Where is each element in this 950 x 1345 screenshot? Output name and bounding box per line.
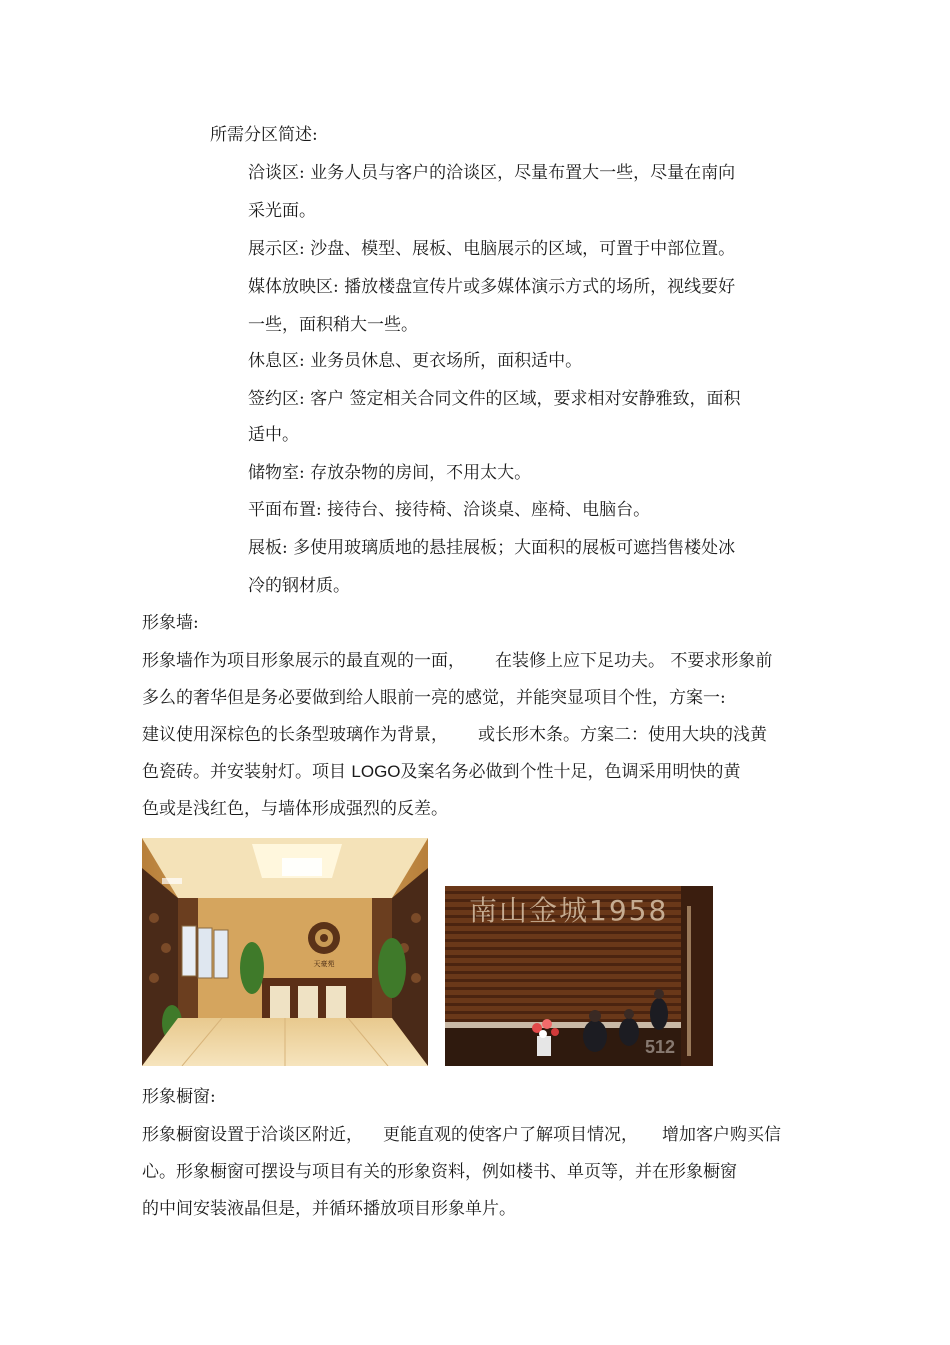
image-wall-para-line5: 色或是浅红色，与墙体形成强烈的反差。 xyxy=(142,799,448,819)
zone-display: 展示区: 沙盘、模型、展板、电脑展示的区域，可置于中部位置。 xyxy=(248,239,736,259)
wood-wall-photo xyxy=(445,886,713,1066)
watermark: 512 xyxy=(645,1037,676,1057)
zone-board-line1: 展板: 多使用玻璃质地的悬挂展板；大面积的展板可遮挡售楼处冰 xyxy=(248,538,736,558)
image-wall-para-line1: 形象墙作为项目形象展示的最直观的一面， 在装修上应下足功夫。 不要求形象前 xyxy=(142,651,773,671)
zone-media-line2: 一些，面积稍大一些。 xyxy=(248,315,418,335)
image-window-heading: 形象橱窗: xyxy=(142,1087,216,1107)
lobby-photo xyxy=(142,838,428,1066)
image-window-para-line3: 的中间安装液晶但是，并循环播放项目形象单片。 xyxy=(142,1199,516,1219)
zone-media-line1: 媒体放映区: 播放楼盘宣传片或多媒体演示方式的场所，视线要好 xyxy=(248,277,736,297)
image-window-para-line2: 心。形象橱窗可摆设与项目有关的形象资料，例如楼书、单页等，并在形象橱窗 xyxy=(142,1162,737,1182)
wood-wall-sign: 南山金城1958 xyxy=(469,894,669,927)
image-wall-para-line2: 多么的奢华但是务必要做到给人眼前一亮的感觉，并能突显项目个性，方案一: xyxy=(142,688,726,708)
zone-sign-line1: 签约区: 客户 签定相关合同文件的区域，要求相对安静雅致，面积 xyxy=(248,389,741,409)
zone-storage: 储物室: 存放杂物的房间，不用太大。 xyxy=(248,463,532,483)
zone-rest: 休息区: 业务员休息、更衣场所，面积适中。 xyxy=(248,351,583,371)
image-wall-para-line4: 色瓷砖。并安装射灯。项目 LOGO及案名务必做到个性十足，色调采用明快的黄 xyxy=(142,762,741,782)
zones-heading: 所需分区简述: xyxy=(210,125,318,145)
zone-negotiation-line2: 采光面。 xyxy=(248,201,316,221)
lobby-sign: 天豪苑 xyxy=(313,960,335,968)
zone-board-line2: 冷的钢材质。 xyxy=(248,576,350,596)
zone-sign-line2: 适中。 xyxy=(248,425,299,445)
zone-layout: 平面布置: 接待台、接待椅、洽谈桌、座椅、电脑台。 xyxy=(248,500,651,520)
image-window-para-line1: 形象橱窗设置于洽谈区附近， 更能直观的使客户了解项目情况， 增加客户购买信 xyxy=(142,1125,781,1145)
image-wall-heading: 形象墙: xyxy=(142,613,199,633)
zone-negotiation-line1: 洽谈区: 业务人员与客户的洽谈区，尽量布置大一些，尽量在南向 xyxy=(248,163,736,183)
image-wall-para-line3: 建议使用深棕色的长条型玻璃作为背景， 或长形木条。方案二：使用大块的浅黄 xyxy=(142,725,767,745)
